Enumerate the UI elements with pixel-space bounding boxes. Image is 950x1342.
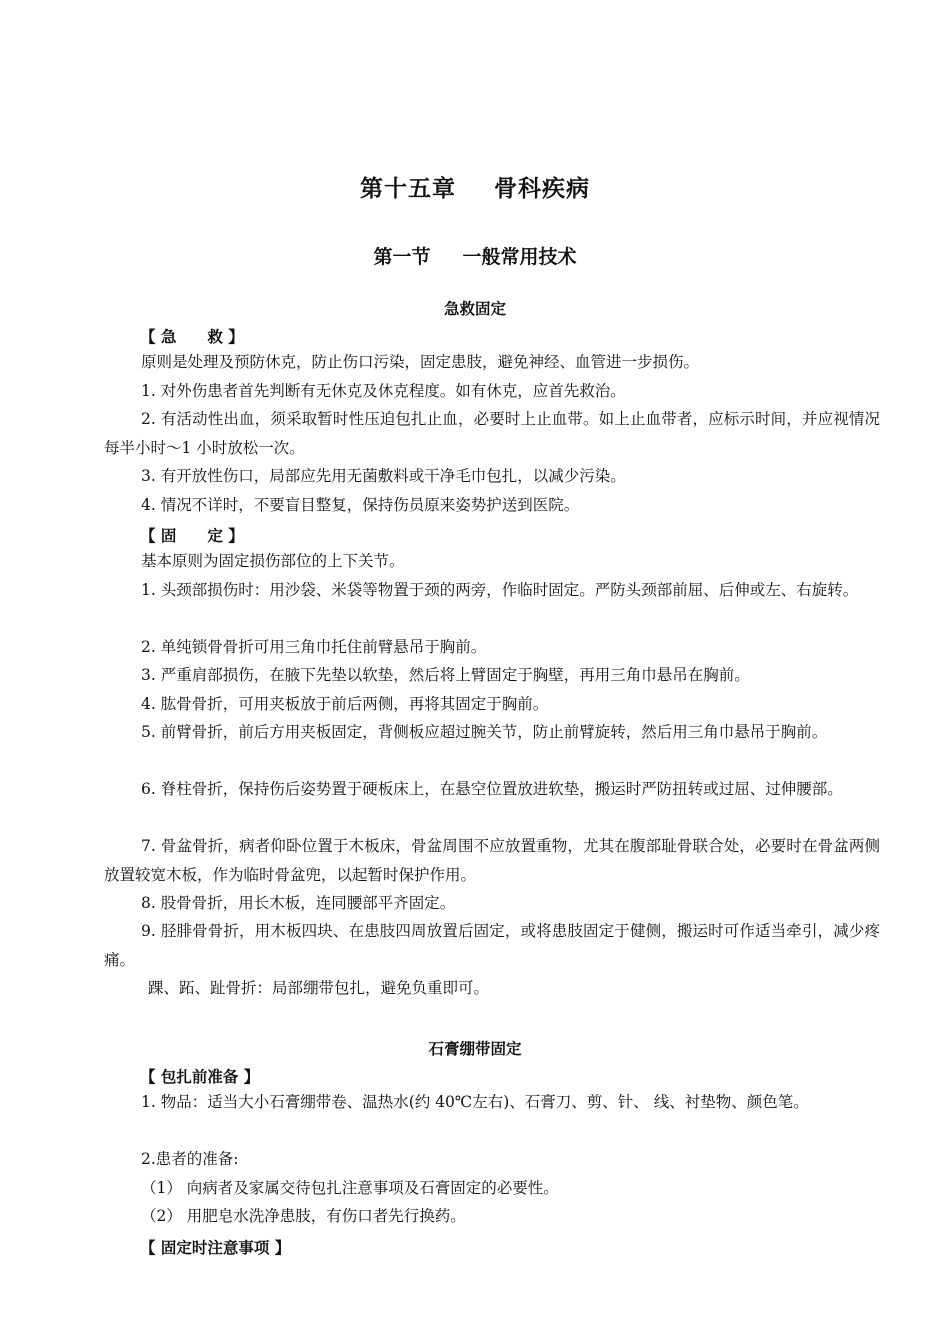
paragraph: 1. 物品：适当大小石膏绷带卷、温热水(约 40℃左右)、石膏刀、剪、针、 线、衬垫物、颜色笔。	[141, 1093, 809, 1111]
paragraph: 8. 股骨骨折，用长木板，连同腰部平齐固定。	[141, 894, 456, 912]
paragraph: 2. 有活动性出血，须采取暂时性压迫包扎止血，必要时上止血带。如上止血带者，应标示时间，并应视情况每半小时～1 小时放松一次。	[104, 410, 880, 457]
paragraph: 6. 脊柱骨折，保持伤后姿势置于硬板床上，在悬空位置放进软垫，搬运时严防扭转或过屈、过伸腰部。	[141, 780, 843, 798]
paragraph: 踝、跖、趾骨折：局部绷带包扎，避免负重即可。	[148, 979, 490, 997]
paragraph: 5. 前臂骨折，前后方用夹板固定，背侧板应超过腕关节，防止前臂旋转，然后用三角巾悬吊于胸前。	[141, 723, 828, 741]
heading-preparation: 【 包扎前准备 】	[140, 1068, 260, 1086]
paragraph: 2. 单纯锁骨骨折可用三角巾托住前臂悬吊于胸前。	[141, 638, 487, 656]
paragraph: （2） 用肥皂水洗净患肢，有伤口者先行换药。	[141, 1207, 466, 1225]
paragraph: 基本原则为固定损伤部位的上下关节。	[141, 552, 405, 570]
paragraph: 3. 有开放性伤口，局部应先用无菌敷料或干净毛巾包扎，以减少污染。	[141, 467, 626, 485]
heading-rescue: 【 急 救 】	[140, 328, 244, 346]
section-name: 一般常用技术	[462, 246, 577, 268]
paragraph: 3. 严重肩部损伤，在腋下先垫以软垫，然后将上臂固定于胸壁，再用三角巾悬吊在胸前。	[141, 666, 750, 684]
paragraph: 4. 情况不详时，不要盲目整复，保持伤员原来姿势护送到医院。	[141, 496, 580, 514]
paragraph: 1. 头颈部损伤时：用沙袋、米袋等物置于颈的两旁，作临时固定。严防头颈部前屈、后伸或左、右旋转。	[141, 581, 859, 599]
paragraph: 原则是处理及预防休克，防止伤口污染，固定患肢，避免神经、血管进一步损伤。	[141, 353, 700, 371]
paragraph: 2.患者的准备:	[141, 1150, 239, 1168]
chapter-name: 骨科疾病	[494, 176, 590, 202]
heading-fixation: 【 固 定 】	[140, 527, 244, 545]
subsection-title-plaster-bandage: 石膏绷带固定	[428, 1040, 522, 1058]
paragraph: 9. 胫腓骨骨折，用木板四块、在患肢四周放置后固定，或将患肢固定于健侧，搬运时可作适当牵引，减少疼痛。	[104, 922, 880, 969]
paragraph: 7. 骨盆骨折，病者仰卧位置于木板床，骨盆周围不应放置重物，尤其在腹部耻骨联合处，必要时在骨盆两侧放置较宽木板，作为临时骨盆兜，以起暂时保护作用。	[104, 837, 880, 884]
subsection-title-first-aid-fixation: 急救固定	[443, 300, 506, 318]
paragraph: （1） 向病者及家属交待包扎注意事项及石膏固定的必要性。	[141, 1179, 559, 1197]
heading-fixation-notes: 【 固定时注意事项 】	[140, 1239, 291, 1257]
chapter-number: 第十五章	[360, 176, 456, 202]
chapter-title	[0, 170, 950, 203]
section-number: 第一节	[373, 246, 431, 268]
section-title	[0, 242, 950, 269]
paragraph: 4. 肱骨骨折，可用夹板放于前后两侧，再将其固定于胸前。	[141, 695, 549, 713]
paragraph: 1. 对外伤患者首先判断有无休克及休克程度。如有休克，应首先救治。	[141, 382, 626, 400]
